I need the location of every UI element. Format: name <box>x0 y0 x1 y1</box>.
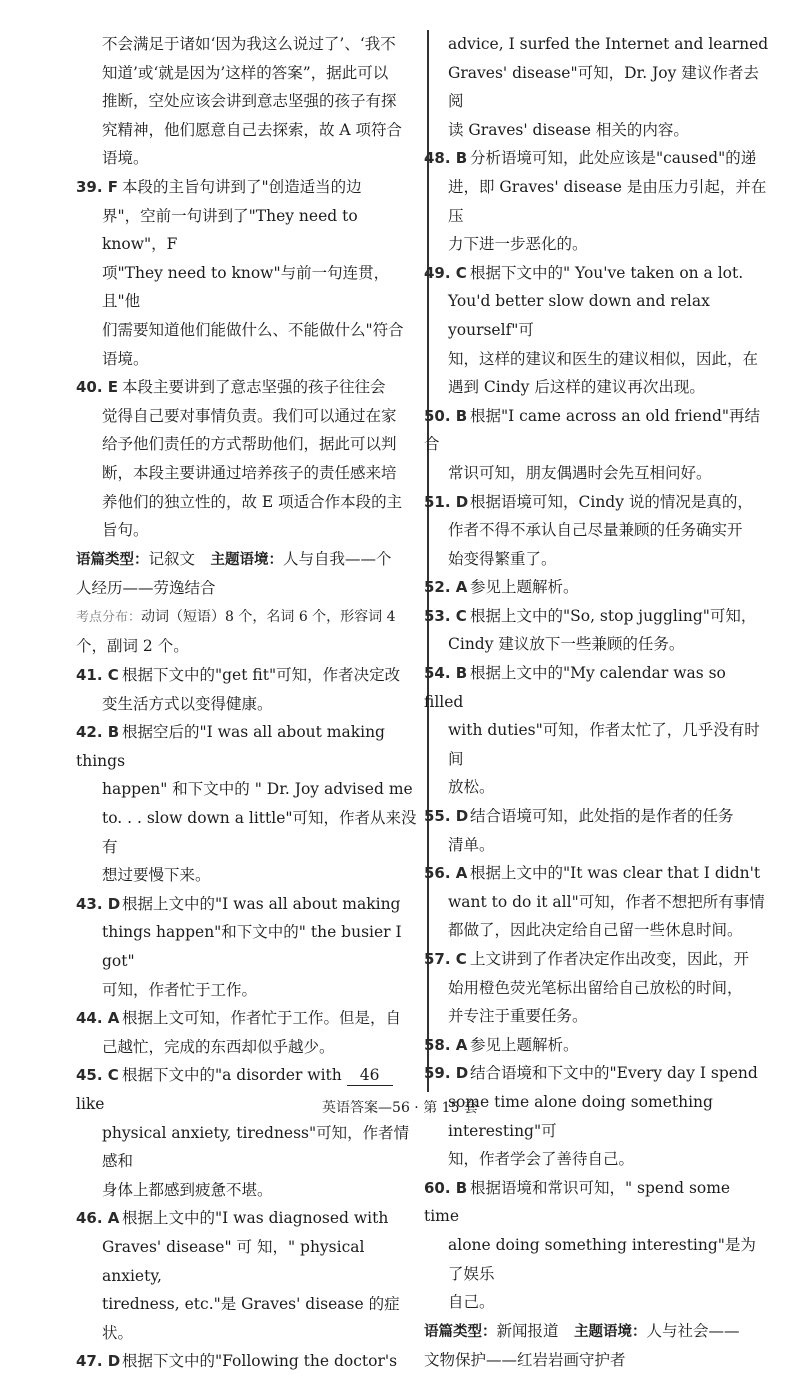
question-number: 43. D <box>76 894 121 913</box>
passage-type-label: 语篇类型： <box>424 1323 497 1340</box>
answer-text-line <box>424 30 770 59</box>
answer-explanation: 推断，空处应该会讲到意志坚强的孩子有探 <box>102 92 397 111</box>
answer-text-line <box>76 1033 424 1062</box>
answer-text-line <box>76 861 424 890</box>
answer-text-line <box>76 59 424 88</box>
answer-text-line <box>424 173 770 230</box>
answer-explanation: You'd better slow down and relax yourself"可 <box>448 292 710 339</box>
answer-text-line <box>76 316 424 345</box>
answer-text-line <box>76 488 424 517</box>
page-footer: 英语答案—56 · 第 15 套 <box>322 1100 478 1116</box>
answer-item <box>424 602 770 631</box>
answer-text-line <box>76 459 424 488</box>
answer-text-line <box>76 116 424 145</box>
answer-text-line <box>424 516 770 545</box>
question-number: 50. B <box>424 406 468 425</box>
answer-explanation: 根据上文可知，作者忙于工作。但是，自 <box>122 1009 402 1028</box>
blank-number: 46 <box>347 1065 393 1086</box>
answer-explanation: 参见上题解析。 <box>470 1035 579 1054</box>
answer-explanation: 根据下文中的"get fit"可知，作者决定改 <box>122 666 401 685</box>
answer-explanation: 放松。 <box>448 778 495 797</box>
answer-explanation: 断，本段主要讲通过培养孩子的责任感来培 <box>102 463 397 482</box>
question-number: 58. A <box>424 1035 468 1054</box>
answer-explanation: 变生活方式以变得健康。 <box>102 694 273 713</box>
theme-context-value: 人与自我——个 <box>283 549 392 568</box>
answer-explanation: alone doing something interesting"是为了娱乐 <box>448 1235 756 1283</box>
answer-text-line <box>76 775 424 804</box>
question-number: 39. F <box>76 177 119 196</box>
answer-explanation: 分析语境可知，此处应该是"caused"的递 <box>470 149 757 168</box>
answer-text-line <box>424 974 770 1003</box>
answer-explanation: 语境。 <box>102 149 149 168</box>
answer-explanation: 遇到 Cindy 后这样的建议再次出现。 <box>448 378 705 397</box>
question-number: 53. C <box>424 606 467 625</box>
answer-text-line <box>424 230 770 259</box>
answer-text-line <box>76 402 424 431</box>
answer-explanation: 项"They need to know"与前一句连贯，且"他 <box>102 263 390 311</box>
answer-explanation: 养他们的独立性的，故 E 项适合作本段的主 <box>102 492 403 511</box>
answer-item <box>76 1004 424 1033</box>
answer-text-line <box>424 1231 770 1288</box>
answer-text-line <box>76 1290 424 1347</box>
answer-item <box>424 1174 770 1231</box>
answer-item <box>424 659 770 716</box>
answer-explanation: 都做了，因此决定给自己留一些休息时间。 <box>448 921 743 940</box>
answer-explanation: 根据语境和常识可知，" spend some time <box>424 1178 731 1226</box>
answer-explanation: 并专注于重要任务。 <box>448 1007 588 1026</box>
passage-info-text: 个，副词 2 个。 <box>76 637 189 656</box>
answer-text-line <box>424 1002 770 1031</box>
answer-explanation: 己越忙，完成的东西却似乎越少。 <box>102 1037 335 1056</box>
question-number: 45. C <box>76 1066 119 1085</box>
answer-explanation: 根据上文中的"So, stop juggling"可知， <box>470 606 757 625</box>
passage-info-continued <box>76 632 424 661</box>
answer-explanation: 自己。 <box>448 1293 495 1312</box>
answer-text-line <box>76 202 424 259</box>
answer-explanation: 根据下文中的"Following the doctor's <box>122 1352 398 1371</box>
answer-item <box>424 1059 770 1088</box>
answer-text-line <box>424 116 770 145</box>
answer-explanation: Graves' disease" 可 知，" physical anxiety, <box>102 1237 365 1285</box>
answer-item <box>424 573 770 602</box>
answer-explanation: 旨句。 <box>102 521 149 540</box>
theme-context-label: 主题语境： <box>574 1323 647 1340</box>
answer-text-line <box>424 1288 770 1317</box>
answer-explanation: to. . . slow down a little"可知，作者从来没有 <box>102 809 417 856</box>
answer-explanation: 始用橙色荧光笔标出留给自己放松的时间， <box>448 978 743 997</box>
answer-item <box>76 173 424 202</box>
question-number: 40. E <box>76 378 119 397</box>
answer-explanation: 根据空后的"I was all about making things <box>76 723 385 770</box>
answer-explanation: 常识可知，朋友偶遇时会先互相问好。 <box>448 463 712 482</box>
answer-item <box>76 1347 424 1376</box>
answer-explanation: 根据上文中的"It was clear that I didn't <box>470 864 761 883</box>
answer-text-line <box>76 1176 424 1205</box>
answer-explanation: 根据上文中的"My calendar was so filled <box>424 664 726 711</box>
answer-item <box>424 802 770 831</box>
answer-text-line <box>424 716 770 773</box>
answer-explanation: 根据"I came across an old friend"再结合 <box>424 406 760 454</box>
answer-item <box>424 488 770 517</box>
answer-explanation: 作者不得不承认自己尽量兼顾的任务确实开 <box>448 521 743 540</box>
answer-explanation: 进，即 Graves' disease 是由压力引起，并在压 <box>448 177 767 225</box>
answer-explanation: 可知，作者忙于工作。 <box>102 980 258 999</box>
distribution-label: 考点分布： <box>76 609 142 625</box>
answer-text-line <box>76 87 424 116</box>
answer-explanation: 根据下文中的" You've taken on a lot. <box>470 263 744 282</box>
answer-explanation: 知，这样的建议和医生的建议相似，因此，在 <box>448 349 759 368</box>
answer-text-line <box>424 59 770 116</box>
right-column <box>424 30 770 1375</box>
answer-explanation: 结合语境和下文中的"Every day I spend <box>470 1064 758 1083</box>
answer-text-line <box>76 690 424 719</box>
answer-explanation: 语境。 <box>102 349 149 368</box>
answer-item <box>76 1204 424 1233</box>
question-number: 46. A <box>76 1209 120 1228</box>
question-number: 59. D <box>424 1064 469 1083</box>
answer-explanation: 始变得繁重了。 <box>448 549 557 568</box>
theme-context-value: 人与社会—— <box>646 1321 740 1340</box>
question-number: 54. B <box>424 664 468 683</box>
answer-explanation: 结合语境可知，此处指的是作者的任务 <box>470 807 734 826</box>
answer-text-line <box>76 30 424 59</box>
spacer <box>195 550 211 568</box>
answer-explanation: want to do it all"可知，作者不想把所有事情 <box>448 892 765 911</box>
answer-text-line <box>76 918 424 975</box>
theme-context-label: 主题语境： <box>210 551 284 568</box>
answer-item <box>424 259 770 288</box>
answer-item <box>424 859 770 888</box>
answer-text-line <box>76 144 424 173</box>
answer-item <box>424 402 770 459</box>
answer-text-line <box>76 1233 424 1290</box>
answer-text-line <box>424 287 770 344</box>
answer-explanation: some time alone doing something interesting"可 <box>448 1092 713 1140</box>
answer-text-line <box>424 773 770 802</box>
answer-explanation: 身体上都感到疲惫不堪。 <box>102 1180 273 1199</box>
answer-explanation: 根据上文中的"I was diagnosed with <box>122 1209 389 1228</box>
answer-text-line <box>76 976 424 1005</box>
answer-explanation: 本段的主旨句讲到了"创造适当的边 <box>122 177 362 196</box>
answer-item <box>424 1031 770 1060</box>
answer-item <box>76 373 424 402</box>
answer-explanation: advice, I surfed the Internet and learned <box>448 35 769 53</box>
question-number: 49. C <box>424 263 467 282</box>
answer-explanation: 给予他们责任的方式帮助他们，据此可以判 <box>102 435 397 454</box>
answer-text-line <box>424 545 770 574</box>
question-number: 42. B <box>76 723 120 742</box>
answer-item <box>76 718 424 775</box>
answer-explanation: 不会满足于诸如‘因为我这么说过了’、‘我不 <box>102 35 396 53</box>
answer-explanation: 究精神，他们愿意自己去探索，故 A 项符合 <box>102 120 403 139</box>
answer-explanation: Graves' disease"可知，Dr. Joy 建议作者去阅 <box>448 63 759 111</box>
passage-type-value: 记叙文 <box>148 549 196 568</box>
answer-text-line <box>76 1119 424 1176</box>
question-number: 51. D <box>424 492 469 511</box>
answer-explanation: 参见上题解析。 <box>470 578 579 597</box>
passage-info-text: 文物保护——红岩岩画守护者 <box>424 1351 626 1370</box>
passage-info <box>424 1317 770 1347</box>
answer-text-line <box>424 373 770 402</box>
answer-explanation: 想过要慢下来。 <box>102 866 211 885</box>
answer-explanation: 根据语境可知，Cindy 说的情况是真的， <box>470 492 753 511</box>
question-number: 48. B <box>424 149 468 168</box>
answer-text-line <box>76 430 424 459</box>
answer-explanation: 根据下文中的"a disorder with <box>122 1066 347 1085</box>
question-number: 41. C <box>76 666 119 685</box>
answer-explanation: things happen"和下文中的" the busier I got" <box>102 923 402 970</box>
answer-text-line <box>424 831 770 860</box>
passage-type-value: 新闻报道 <box>496 1321 559 1340</box>
question-number: 52. A <box>424 578 468 597</box>
question-number: 55. D <box>424 807 469 826</box>
answer-explanation: 根据上文中的"I was all about making <box>122 894 401 913</box>
answer-explanation: 上文讲到了作者决定作出改变，因此，开 <box>470 950 750 968</box>
answer-text-line <box>424 888 770 917</box>
question-number: 47. D <box>76 1352 121 1371</box>
answer-explanation: physical anxiety, tiredness"可知，作者情感和 <box>102 1123 410 1171</box>
question-number: 57. C <box>424 950 467 968</box>
answer-explanation: 界"，空前一句讲到了"They need to know"，F <box>102 206 358 254</box>
answer-explanation: 力下进一步恶化的。 <box>448 235 588 254</box>
answer-explanation: Cindy 建议放下一些兼顾的任务。 <box>448 635 685 654</box>
answer-explanation: 知道’或‘就是因为’这样的答案”，据此可以 <box>102 63 389 82</box>
spacer <box>559 1322 575 1340</box>
answer-explanation: 觉得自己要对事情负责。我们可以通过在家 <box>102 406 397 425</box>
answer-text-line <box>424 459 770 488</box>
answer-item <box>424 945 770 974</box>
answer-item <box>76 661 424 690</box>
answer-text-line <box>76 345 424 374</box>
answer-explanation: 读 Graves' disease 相关的内容。 <box>448 120 689 139</box>
test-point-distribution <box>76 603 424 633</box>
answer-text-line <box>76 804 424 861</box>
answer-explanation: with duties"可知，作者太忙了，几乎没有时间 <box>448 721 760 768</box>
answer-explanation: 清单。 <box>448 835 495 854</box>
passage-info-text: 人经历——劳逸结合 <box>76 579 216 598</box>
answer-explanation: 们需要知道他们能做什么、不能做什么"符合 <box>102 320 404 339</box>
passage-info-continued <box>424 1346 770 1375</box>
passage-info-continued <box>76 574 424 603</box>
answer-explanation: tiredness, etc."是 Graves' disease 的症状。 <box>102 1295 400 1342</box>
answer-explanation: happen" 和下文中的 " Dr. Joy advised me <box>102 780 413 799</box>
answer-explanation: 知，作者学会了善待自己。 <box>448 1150 635 1169</box>
answer-text-line <box>424 345 770 374</box>
question-number: 44. A <box>76 1009 120 1028</box>
passage-type-label: 语篇类型： <box>76 551 149 568</box>
answer-text-line <box>424 630 770 659</box>
answer-explanation: like <box>76 1094 105 1113</box>
distribution-text: 动词（短语）8 个，名词 6 个，形容词 4 <box>141 608 396 625</box>
answer-item <box>76 890 424 919</box>
answer-text-line <box>424 916 770 945</box>
question-number: 56. A <box>424 864 468 883</box>
answer-explanation: 本段主要讲到了意志坚强的孩子往往会 <box>122 378 386 397</box>
left-column <box>76 30 424 1376</box>
answer-item <box>424 144 770 173</box>
answer-text-line <box>76 259 424 316</box>
passage-info <box>76 545 424 575</box>
answer-text-line <box>76 516 424 545</box>
answer-text-line <box>424 1145 770 1174</box>
question-number: 60. B <box>424 1178 468 1197</box>
